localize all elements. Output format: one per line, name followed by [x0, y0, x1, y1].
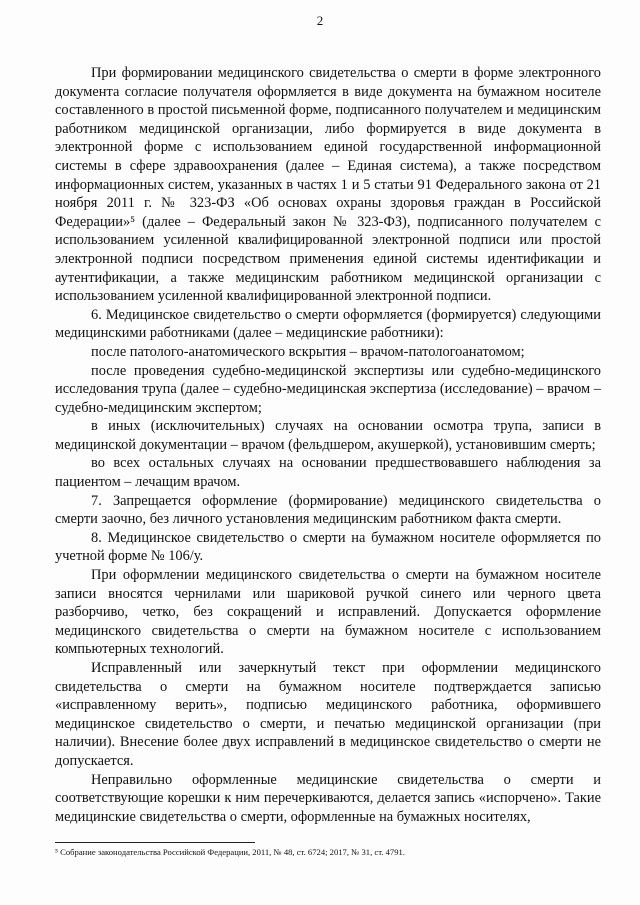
paragraph-item-6-exceptional: в иных (исключительных) случаях на основании осмотра трупа, записи в медицинской документации – врачом (фельдшером, акушеркой), установившим смерть; — [55, 418, 601, 453]
paragraph-item-6: 6. Медицинское свидетельство о смерти оформляется (формируется) следующими медицинскими работниками (далее – медицинские работники): — [55, 306, 601, 342]
paragraph-item-6-other: во всех остальных случаях на основании предшествовавшего наблюдения за пациентом – лечащим врачом. — [55, 455, 601, 491]
paragraph-item-6-forensic: после проведения судебно-медицинской экспертизы или судебно-медицинского исследования трупа (далее – судебно-медицинская экспертиза (исследование) – врачом – судебно-медицинским экспертом; — [55, 362, 601, 416]
paragraph-item-6-autopsy: после патолого-анатомического вскрытия – врачом-патологоанатомом; — [91, 343, 525, 360]
footnote: ⁵ Собрание законодательства Российской Федерации, 2011, № 48, ст. 6724; 2017, № 31, ст. 4791. — [55, 847, 405, 857]
paragraph-item-7: 7. Запрещается оформление (формирование) медицинского свидетельства о смерти заочно, без личного установления медицинским работником факта смерти. — [55, 492, 601, 528]
paragraph-spoiled: Неправильно оформленные медицинские свидетельства о смерти и соответствующие корешки к ним перечеркиваются, делается запись «испорчено». Такие медицинские свидетельства о смерти, оформленные на бумажных носителях, — [55, 771, 601, 825]
paragraph-item-8: 8. Медицинское свидетельство о смерти на бумажном носителе оформляется по учетной форме № 106/у. — [55, 529, 601, 565]
paragraph-consent-electronic: При формировании медицинского свидетельства о смерти в форме электронного документа согласие получателя оформляется в виде документа на бумажном носителе составленного в простой письменной форме, подписанного получателем и медицинским работником медицинской организации, либо формируется в виде документа в электронной форме с использованием единой государственной информационной системы в сфере здравоохранения (далее – Единая система), а также посредством информационных систем, указанных в частях 1 и 5 статьи 91 Федерального закона от 21 ноября 2011 г. № 323-ФЗ «Об основах охраны здоровья граждан в Российской Федерации»⁵ (далее – Федеральный закон № 323-ФЗ), подписанного получателем с использованием усиленной квалифицированной электронной подписи или простой электронной подписи посредством применения единой системы идентификации и аутентификации, а также медицинским работником медицинской организации с использованием усиленной квалифицированной электронной подписи. — [55, 65, 601, 305]
paragraph-paper-entries: При оформлении медицинского свидетельства о смерти на бумажном носителе записи вносятся чернилами или шариковой ручкой синего или черного цвета разборчиво, четко, без сокращений и исправлений. Допускается оформление медицинского свидетельства о смерти на бумажном носителе с использованием компьютерных технологий. — [55, 567, 601, 658]
page-number: 2 — [316, 13, 324, 28]
paragraph-corrections: Исправленный или зачеркнутый текст при оформлении медицинского свидетельства о смерти на бумажном носителе подтверждается записью «исправленному верить», подписью медицинского работника, оформившего медицинское свидетельство о смерти, и печатью медицинской организации (при наличии). Внесение более двух исправлений в медицинское свидетельство о смерти не допускается. — [55, 660, 601, 769]
document-body — [55, 64, 601, 826]
footnote-divider — [55, 842, 255, 843]
